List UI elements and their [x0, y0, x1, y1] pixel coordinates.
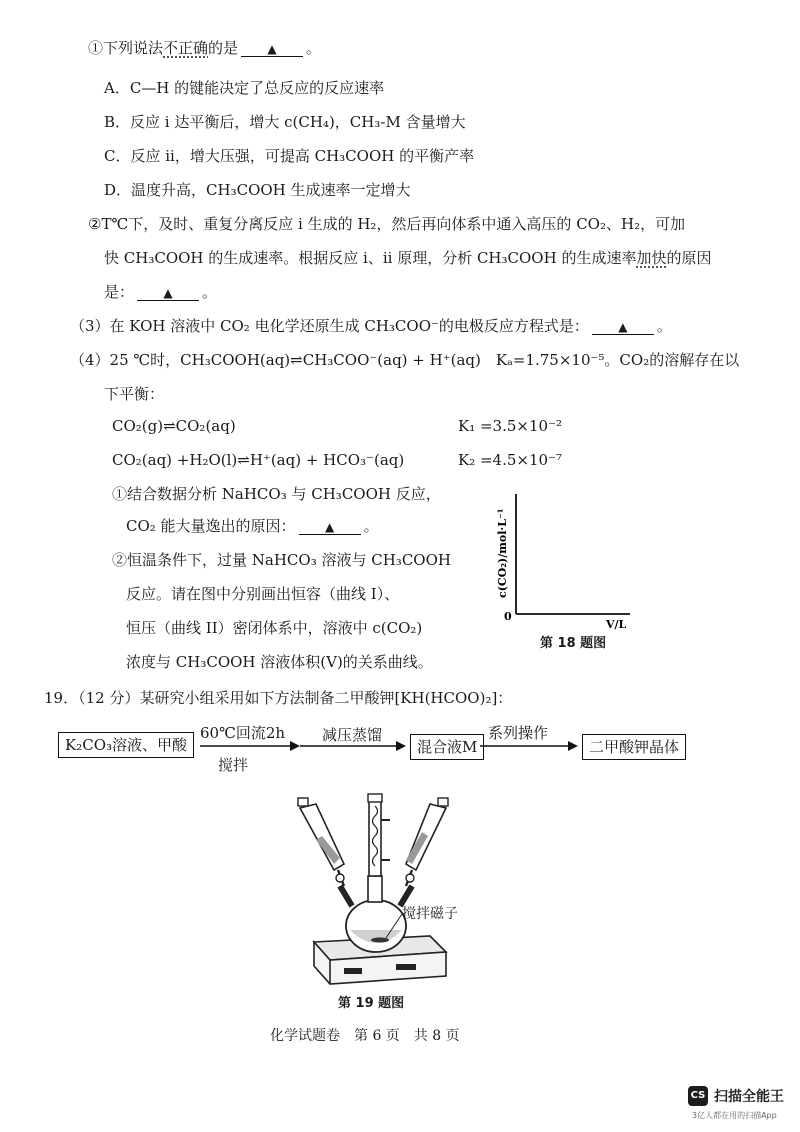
flow-box-mixture-m: 混合液M — [410, 734, 484, 760]
page-footer: 化学试题卷 第 6 页 共 8 页 — [270, 1028, 460, 1044]
flow-arrow2-top: 减压蒸馏 — [322, 726, 383, 744]
q19-header: 19．（12 分）某研究小组采用如下方法制备二甲酸钾[KH(HCOO)₂]： — [44, 689, 513, 707]
equilibrium-2: CO₂(aq) +H₂O(l)⇌H⁺(aq) + HCO₃⁻(aq) — [112, 451, 405, 469]
q2-line2: 快 CH₃COOH 的生成速率。根据反应 i、ii 原理，分析 CH₃COOH 的生成速率加快的原因 — [104, 249, 712, 267]
camscanner-logo: CS — [688, 1086, 708, 1106]
camscanner-title: 扫描全能王 — [714, 1089, 784, 1105]
sub1-line1: ①结合数据分析 NaHCO₃ 与 CH₃COOH 反应， — [112, 485, 441, 503]
sub1-line2: CO₂ 能大量逸出的原因： ▲ 。 — [126, 517, 379, 535]
q2-line3: 是： ▲ 。 — [104, 283, 218, 301]
equilibrium-1: CO₂(g)⇌CO₂(aq) — [112, 417, 236, 435]
flask — [346, 900, 406, 952]
k1-value: K₁ =3.5×10⁻² — [458, 417, 562, 435]
option-c: C．反应 ii，增大压强，可提高 CH₃COOH 的平衡产率 — [104, 147, 475, 165]
flow-arrow1-top: 60℃回流2h — [200, 724, 286, 742]
origin-label: 0 — [504, 610, 512, 623]
sub2-line3: 恒压（曲线 II）密闭体系中，溶液中 c(CO₂) — [126, 619, 423, 637]
part4-line1: （4）25 ℃时，CH₃COOH(aq)⇌CH₃COO⁻(aq) + H⁺(aq) Kₐ=1.75×10⁻⁵。CO₂的溶解存在以 — [70, 351, 740, 369]
flow-arrow1-bottom: 搅拌 — [218, 756, 249, 774]
option-b: B．反应 i 达平衡后，增大 c(CH₄)，CH₃-M 含量增大 — [104, 113, 466, 131]
sub2-line2: 反应。请在图中分别画出恒容（曲线 I）、 — [126, 585, 400, 603]
k2-value: K₂ =4.5×10⁻⁷ — [458, 451, 562, 469]
answer-blank-2[interactable]: ▲ — [163, 286, 173, 300]
y-axis-label: c(CO₂)/mol·L⁻¹ — [496, 508, 509, 598]
stir-bar — [371, 938, 389, 943]
part4-line2: 下平衡： — [104, 385, 165, 403]
figure-19-caption: 第 19 题图 — [338, 996, 405, 1011]
q1-prompt: ①下列说法不正确的是 ▲ 。 — [88, 39, 322, 57]
q2-line1: ②T℃下，及时、重复分离反应 i 生成的 H₂，然后再向体系中通入高压的 CO₂、H₂，可加 — [88, 215, 686, 233]
camscanner-subtitle: 3亿人都在用的扫描App — [692, 1111, 777, 1120]
answer-blank-1[interactable]: ▲ — [267, 42, 277, 56]
sub2-line1: ②恒温条件下，过量 NaHCO₃ 溶液与 CH₃COOH — [112, 551, 451, 569]
option-d: D．温度升高，CH₃COOH 生成速率一定增大 — [104, 181, 411, 199]
answer-blank-4[interactable]: ▲ — [324, 520, 335, 534]
x-axis-label: V/L — [606, 618, 627, 631]
flow-box-product: 二甲酸钾晶体 — [582, 734, 686, 760]
sub2-line4: 浓度与 CH₃COOH 溶液体积(V)的关系曲线。 — [126, 653, 433, 671]
flow-arrow3-top: 系列操作 — [488, 724, 549, 742]
part3: （3）在 KOH 溶液中 CO₂ 电化学还原生成 CH₃COO⁻的电极反应方程式是： ▲ 。 — [70, 317, 672, 335]
figure-18-caption: 第 18 题图 — [540, 636, 607, 651]
condenser — [369, 800, 381, 876]
stir-bar-label: 搅拌磁子 — [402, 906, 458, 922]
flow-box-reactants: K₂CO₃溶液、甲酸 — [58, 732, 194, 758]
option-a: A．C—H 的键能决定了总反应的反应速率 — [104, 79, 385, 97]
apparatus-figure — [280, 790, 480, 990]
answer-blank-3[interactable]: ▲ — [618, 320, 628, 334]
stirrer-knob — [344, 968, 362, 974]
